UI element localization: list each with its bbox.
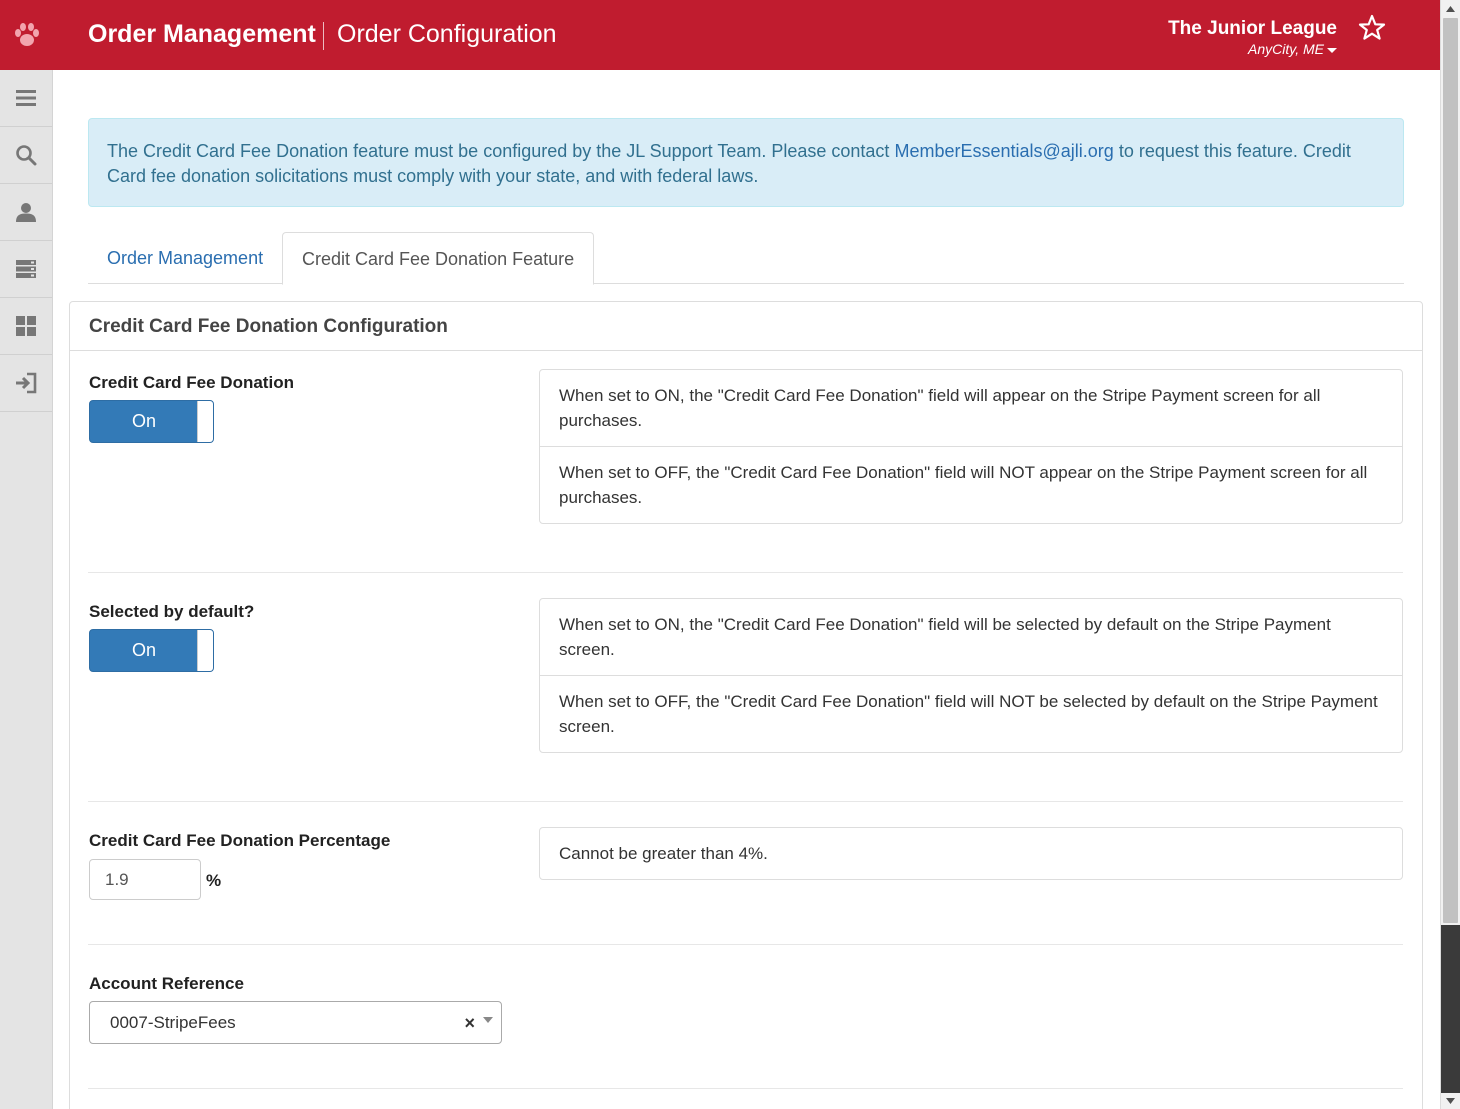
scrollbar-track-dark [1441, 925, 1460, 1093]
search-icon [15, 144, 37, 166]
sidebar-item-servers[interactable] [0, 241, 52, 298]
account-reference-label: Account Reference [89, 974, 244, 993]
sidebar [0, 70, 53, 1109]
title-divider [323, 22, 324, 50]
toggle-knob [197, 401, 213, 442]
support-email-link[interactable]: MemberEssentials@ajli.org [894, 141, 1114, 161]
menu-icon [15, 88, 37, 108]
tab-credit-card-fee-donation[interactable]: Credit Card Fee Donation Feature [282, 232, 594, 285]
account-reference-value: 0007-StripeFees [110, 1013, 236, 1032]
desc-on: When set to ON, the "Credit Card Fee Donation" field will be selected by default on the Stripe Payment screen. [559, 615, 1331, 659]
divider [88, 801, 1403, 802]
default-selected-description [539, 598, 1403, 753]
top-bar [0, 0, 1440, 70]
divider [88, 572, 1403, 573]
percent-sign: % [206, 871, 222, 890]
page-scrollbar[interactable] [1440, 0, 1460, 1109]
info-alert [88, 118, 1404, 207]
alert-text-after: to request this feature. Credit Card fee donation solicitations must comply with your state, and with federal laws. [107, 141, 1351, 186]
sidebar-item-profile[interactable] [0, 184, 52, 241]
page-title: Order Configuration [337, 20, 557, 48]
config-tabs [88, 232, 1404, 284]
org-name: The Junior League [1168, 18, 1337, 39]
desc-off: When set to OFF, the "Credit Card Fee Donation" field will NOT appear on the Stripe Payment screen for all purchases. [540, 446, 1402, 523]
caret-down-icon [1327, 48, 1337, 53]
org-city: AnyCity, ME [1248, 41, 1324, 57]
percentage-input[interactable]: 1.9 [89, 859, 201, 900]
star-icon[interactable] [1358, 14, 1386, 47]
divider [88, 1088, 1403, 1089]
sidebar-item-menu[interactable] [0, 70, 52, 127]
sidebar-item-search[interactable] [0, 127, 52, 184]
desc-on: When set to ON, the "Credit Card Fee Donation" field will appear on the Stripe Payment screen for all purchases. [559, 386, 1321, 430]
donation-description [539, 369, 1403, 524]
clear-icon[interactable]: × [464, 1013, 475, 1033]
paw-logo-icon[interactable] [0, 0, 53, 70]
app-title: Order Management [88, 20, 316, 48]
donation-toggle[interactable] [89, 400, 214, 443]
tab-order-management[interactable]: Order Management [107, 248, 264, 268]
scroll-down-icon[interactable] [1441, 1092, 1460, 1109]
scroll-up-icon[interactable] [1441, 0, 1460, 17]
sidebar-item-logout[interactable] [0, 355, 52, 412]
donation-label: Credit Card Fee Donation [89, 373, 294, 392]
server-icon [15, 259, 37, 279]
logout-icon [14, 372, 38, 394]
percentage-hint [539, 827, 1403, 880]
percentage-hint-text: Cannot be greater than 4%. [559, 844, 768, 863]
default-selected-label: Selected by default? [89, 602, 255, 621]
sidebar-item-dashboard[interactable] [0, 298, 52, 355]
org-switcher[interactable] [1168, 18, 1337, 57]
user-icon [15, 201, 37, 223]
divider [88, 944, 1403, 945]
percentage-label: Credit Card Fee Donation Percentage [89, 831, 391, 850]
dashboard-icon [15, 315, 37, 337]
account-reference-select[interactable] [89, 1001, 502, 1044]
alert-text-before: The Credit Card Fee Donation feature must be configured by the JL Support Team. Please contact [107, 141, 895, 161]
dropdown-arrow-icon[interactable] [483, 1017, 493, 1023]
default-selected-toggle-label: On [131, 640, 156, 660]
panel-heading: Credit Card Fee Donation Configuration [70, 302, 1422, 351]
desc-off: When set to OFF, the "Credit Card Fee Donation" field will NOT be selected by default on the Stripe Payment screen. [540, 675, 1402, 752]
toggle-knob [197, 630, 213, 671]
donation-toggle-label: On [131, 411, 156, 431]
default-selected-toggle[interactable] [89, 629, 214, 672]
scrollbar-thumb[interactable] [1443, 18, 1458, 923]
